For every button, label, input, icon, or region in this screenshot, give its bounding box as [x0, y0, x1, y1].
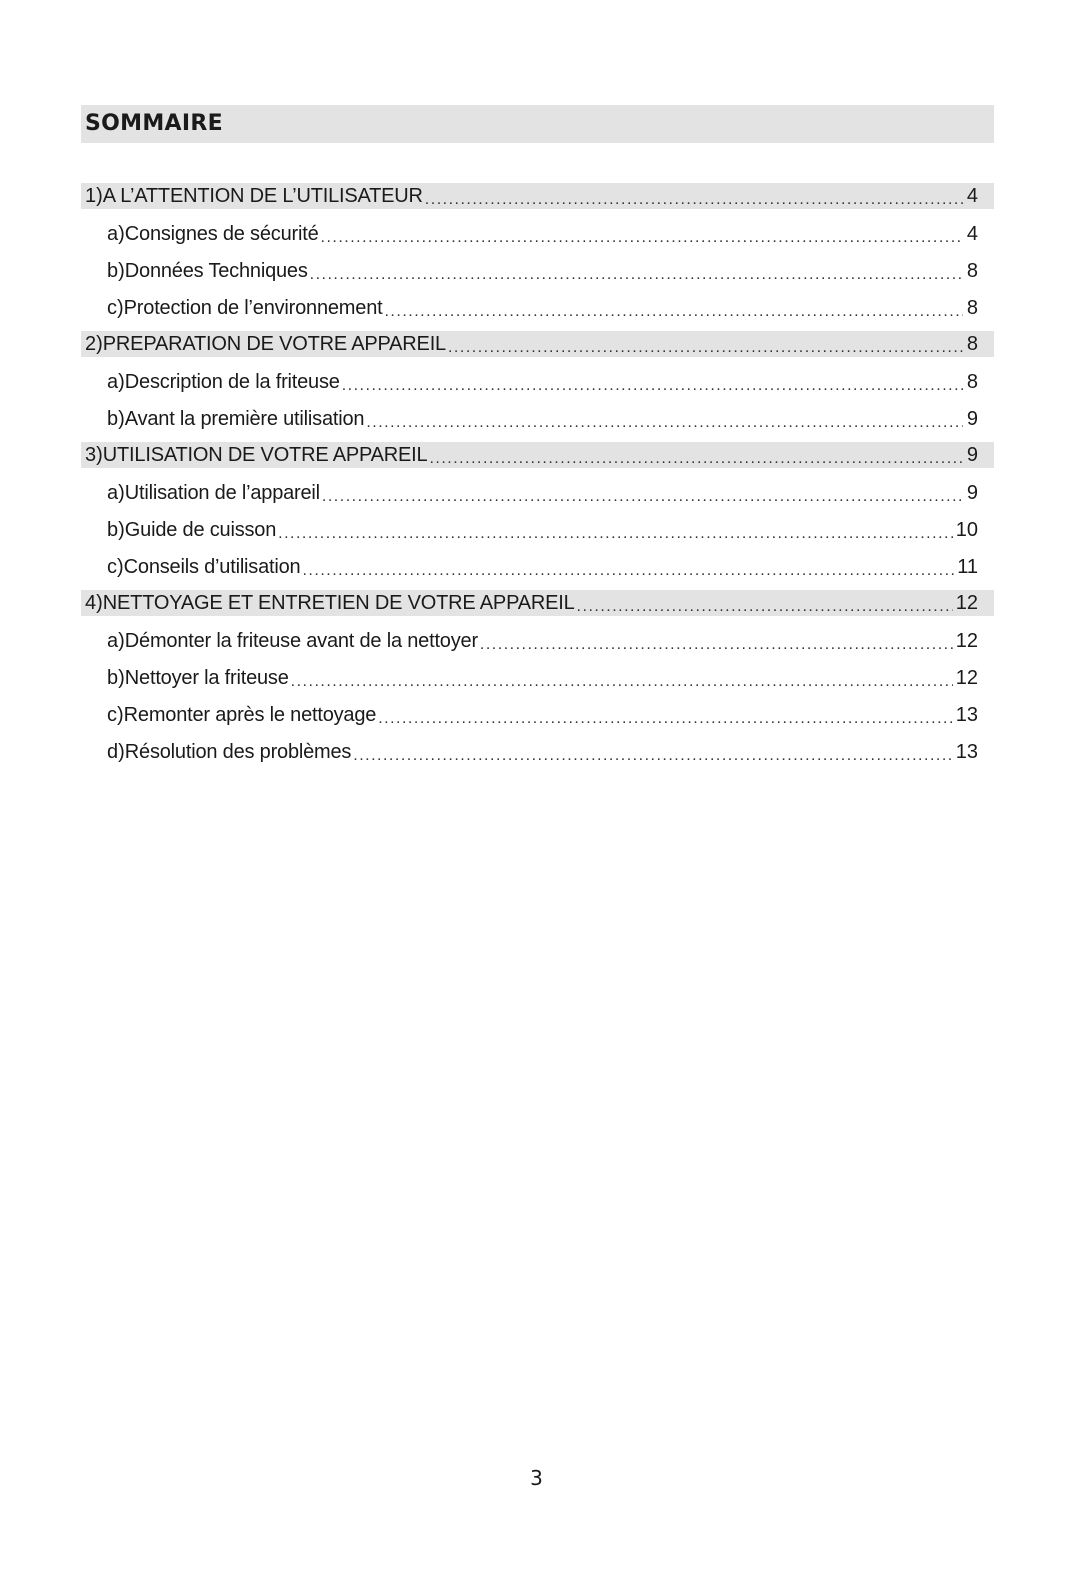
toc-entry-number: a): [107, 370, 125, 393]
toc-entry-page: 8: [966, 259, 978, 282]
toc-entry-page: 9: [966, 481, 978, 504]
toc-entry-label: Démonter la friteuse avant de la nettoyer: [124, 629, 478, 652]
toc-entry-label: Utilisation de l’appareil: [124, 481, 320, 504]
toc-entry-label: Remonter après le nettoyage: [123, 703, 377, 726]
toc-subsection-entry[interactable]: [81, 622, 994, 659]
toc-dot-leader: [342, 379, 963, 400]
toc-entry-number: a): [107, 481, 125, 504]
toc-entry-number: a): [107, 629, 125, 652]
toc-dot-leader: [425, 193, 963, 209]
toc-subsection-entry[interactable]: [81, 474, 994, 511]
toc-entry-number: c): [107, 555, 124, 578]
toc-dot-leader: [480, 638, 953, 659]
toc-entry-page: 12: [955, 629, 978, 652]
toc-entry-number: c): [107, 703, 124, 726]
toc-entry-page: 11: [957, 555, 978, 578]
toc-dot-leader: [322, 490, 963, 511]
toc-entry-page: 12: [955, 592, 978, 614]
table-of-contents: [81, 183, 994, 770]
toc-entry-page: 4: [966, 185, 978, 207]
toc-entry-label: UTILISATION DE VOTRE APPAREIL: [102, 444, 428, 466]
toc-entry-number: b): [107, 518, 125, 541]
toc-dot-leader: [278, 527, 953, 548]
toc-entry-page: 4: [966, 222, 978, 245]
toc-entry-page: 13: [955, 703, 978, 726]
toc-dot-leader: [448, 341, 963, 357]
toc-entry-number: 2): [85, 333, 103, 355]
toc-entry-number: d): [107, 740, 125, 763]
toc-entry-label: Nettoyer la friteuse: [124, 666, 289, 689]
toc-entry-label: NETTOYAGE ET ENTRETIEN DE VOTRE APPAREIL: [102, 592, 575, 614]
toc-section-entry[interactable]: [81, 442, 994, 468]
toc-entry-number: b): [107, 259, 125, 282]
toc-dot-leader: [291, 675, 953, 696]
toc-dot-leader: [577, 600, 953, 616]
toc-entry-label: Conseils d’utilisation: [123, 555, 301, 578]
toc-dot-leader: [353, 749, 953, 770]
toc-dot-leader: [321, 231, 964, 252]
toc-dot-leader: [378, 712, 953, 733]
toc-entry-label: Avant la première utilisation: [124, 407, 365, 430]
toc-subsection-entry[interactable]: [81, 289, 994, 326]
toc-section-entry[interactable]: [81, 590, 994, 616]
toc-entry-number: a): [107, 222, 125, 245]
toc-subsection-entry[interactable]: [81, 696, 994, 733]
toc-entry-label: Guide de cuisson: [124, 518, 277, 541]
toc-entry-label: Consignes de sécurité: [124, 222, 319, 245]
toc-entry-page: 10: [955, 518, 978, 541]
toc-entry-number: b): [107, 666, 125, 689]
toc-dot-leader: [366, 416, 963, 437]
toc-entry-label: Données Techniques: [124, 259, 308, 282]
toc-subsection-entry[interactable]: [81, 400, 994, 437]
toc-title-bar: [81, 105, 994, 143]
toc-subsection-entry[interactable]: [81, 215, 994, 252]
page-number: 3: [530, 1466, 543, 1490]
toc-entry-page: 12: [955, 666, 978, 689]
toc-entry-label: Protection de l’environnement: [123, 296, 383, 319]
toc-subsection-entry[interactable]: [81, 548, 994, 585]
toc-entry-page: 9: [966, 444, 978, 466]
toc-subsection-entry[interactable]: [81, 659, 994, 696]
toc-section-entry[interactable]: [81, 183, 994, 209]
toc-entry-number: c): [107, 296, 124, 319]
toc-entry-page: 8: [966, 333, 978, 355]
toc-subsection-entry[interactable]: [81, 252, 994, 289]
toc-dot-leader: [302, 564, 954, 585]
toc-entry-page: 13: [955, 740, 978, 763]
toc-dot-leader: [429, 452, 963, 468]
toc-subsection-entry[interactable]: [81, 511, 994, 548]
toc-entry-number: 3): [85, 444, 103, 466]
toc-entry-number: 4): [85, 592, 103, 614]
toc-entry-page: 8: [966, 296, 978, 319]
toc-entry-label: Résolution des problèmes: [124, 740, 352, 763]
toc-dot-leader: [384, 305, 963, 326]
toc-entry-page: 9: [966, 407, 978, 430]
toc-entry-label: PREPARATION DE VOTRE APPAREIL: [102, 333, 446, 355]
toc-title: SOMMAIRE: [85, 111, 223, 136]
toc-entry-number: 1): [85, 185, 103, 207]
toc-subsection-entry[interactable]: [81, 733, 994, 770]
toc-subsection-entry[interactable]: [81, 363, 994, 400]
toc-entry-number: b): [107, 407, 125, 430]
toc-dot-leader: [310, 268, 963, 289]
toc-entry-label: A L’ATTENTION DE L’UTILISATEUR: [102, 185, 423, 207]
toc-entry-page: 8: [966, 370, 978, 393]
toc-section-entry[interactable]: [81, 331, 994, 357]
toc-entry-label: Description de la friteuse: [124, 370, 340, 393]
